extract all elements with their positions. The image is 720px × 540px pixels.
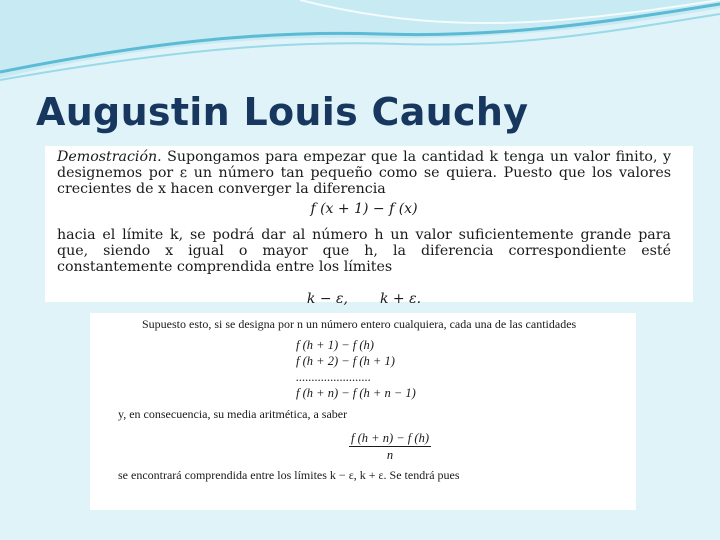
equation-list (296, 337, 622, 401)
equation-limits (57, 291, 671, 307)
demonstration-label: Demostración. (57, 149, 162, 165)
excerpt2-paragraph-1: Supuesto esto, si se designa por n un número entero cualquiera, cada una de las cantidades (142, 317, 577, 331)
equation-line: ........................ (296, 370, 371, 384)
excerpt2-paragraph-2: y, en consecuencia, su media aritmética, a saber (118, 407, 348, 421)
limit-upper: k + ε. (380, 291, 422, 308)
arithmetic-mean-fraction (118, 431, 622, 462)
paragraph-text: Supongamos para empezar que la cantidad k tenga un valor finito, y designemos por ε un número tan pequeño como se quiera. Puesto que los valores crecientes de x hacen converger la diferencia (57, 149, 671, 198)
book-excerpt-demonstration (45, 146, 693, 308)
fraction-numerator: f (h + n) − f (h) (351, 431, 429, 445)
fraction-denominator: n (386, 448, 394, 462)
excerpt2-paragraph-3: se encontrará comprendida entre los límites k − ε, k + ε. Se tendrá pues (118, 468, 460, 482)
excerpt-paragraph-1 (57, 149, 671, 198)
limit-lower: k − ε, (306, 291, 348, 308)
equation-line: f (h + n) − f (h + n − 1) (296, 386, 416, 400)
excerpt-paragraph-2: hacia el límite k, se podrá dar al número h un valor suficientemente grande para que, siendo x igual o mayor que h, la diferencia correspondiente esté constantemente comprendida entre los límites (57, 226, 671, 276)
equation-difference: f (x + 1) − f (x) (310, 200, 418, 217)
slide-title: Augustin Louis Cauchy (36, 90, 529, 134)
equation-line: f (h + 2) − f (h + 1) (296, 354, 395, 368)
decorative-swoosh-banner (0, 0, 720, 90)
book-excerpt-arithmetic-mean (90, 313, 636, 510)
equation-line: f (h + 1) − f (h) (296, 338, 374, 352)
